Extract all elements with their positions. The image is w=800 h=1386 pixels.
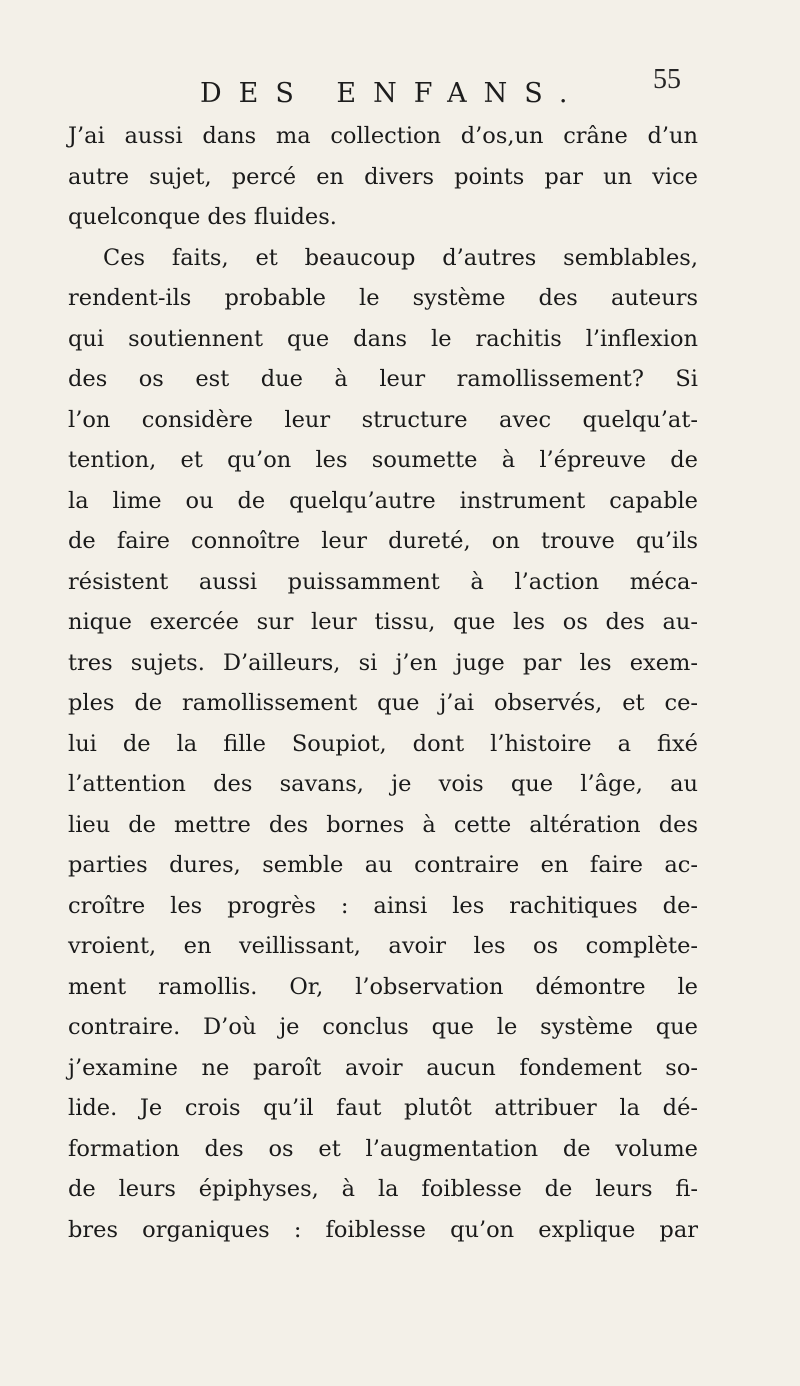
text-line: parties dures, semble au contraire en faire ac- <box>68 852 698 878</box>
text-line: formation des os et l’augmentation de volume <box>68 1135 698 1162</box>
text-line: l’attention des savans, je vois que l’âge, au <box>68 771 698 797</box>
text-line: l’on considère leur structure avec quelqu’at- <box>68 406 698 433</box>
text-line: autre sujet, percé en divers points par un vice <box>68 163 698 190</box>
text-line: rendent-ils probable le système des auteurs <box>68 285 698 311</box>
text-line: ment ramollis. Or, l’observation démontre le <box>68 973 698 1000</box>
text-line: bres organiques : foiblesse qu’on explique par <box>68 1216 698 1243</box>
text-line: J’ai aussi dans ma collection d’os,un crâne d’un <box>68 123 698 149</box>
text-line: lide. Je crois qu’il faut plutôt attribuer la dé- <box>68 1095 698 1121</box>
page-number: 55 <box>653 64 681 95</box>
text-line: contraire. D’où je conclus que le système que <box>68 1014 698 1040</box>
body-text <box>68 116 698 1250</box>
text-line: de faire connoître leur dureté, on trouve qu’ils <box>68 528 698 554</box>
text-line: Ces faits, et beaucoup d’autres semblables, <box>103 244 698 271</box>
text-line: des os est due à leur ramollissement? Si <box>68 366 698 392</box>
text-line: résistent aussi puissamment à l’action méca- <box>68 568 698 595</box>
text-line: lieu de mettre des bornes à cette altération des <box>68 811 698 838</box>
text-line: la lime ou de quelqu’autre instrument capable <box>68 487 698 514</box>
text-line: nique exercée sur leur tissu, que les os des au- <box>68 609 698 635</box>
text-line: tention, et qu’on les soumette à l’épreuve de <box>68 447 698 473</box>
text-line: qui soutiennent que dans le rachitis l’inflexion <box>68 325 698 352</box>
text-line: lui de la fille Soupiot, dont l’histoire a fixé <box>68 730 698 757</box>
running-head: DES ENFANS. <box>200 78 585 109</box>
text-line: croître les progrès : ainsi les rachitiques de- <box>68 892 698 919</box>
text-line: quelconque des fluides. <box>68 204 337 230</box>
text-line: j’examine ne paroît avoir aucun fondement so- <box>68 1054 698 1081</box>
text-line: ples de ramollissement que j’ai observés, et ce- <box>68 690 698 716</box>
text-line: tres sujets. D’ailleurs, si j’en juge par les exem- <box>68 649 698 676</box>
text-line: de leurs épiphyses, à la foiblesse de leurs fi- <box>68 1176 698 1202</box>
text-line: vroient, en veillissant, avoir les os complète- <box>68 933 698 959</box>
